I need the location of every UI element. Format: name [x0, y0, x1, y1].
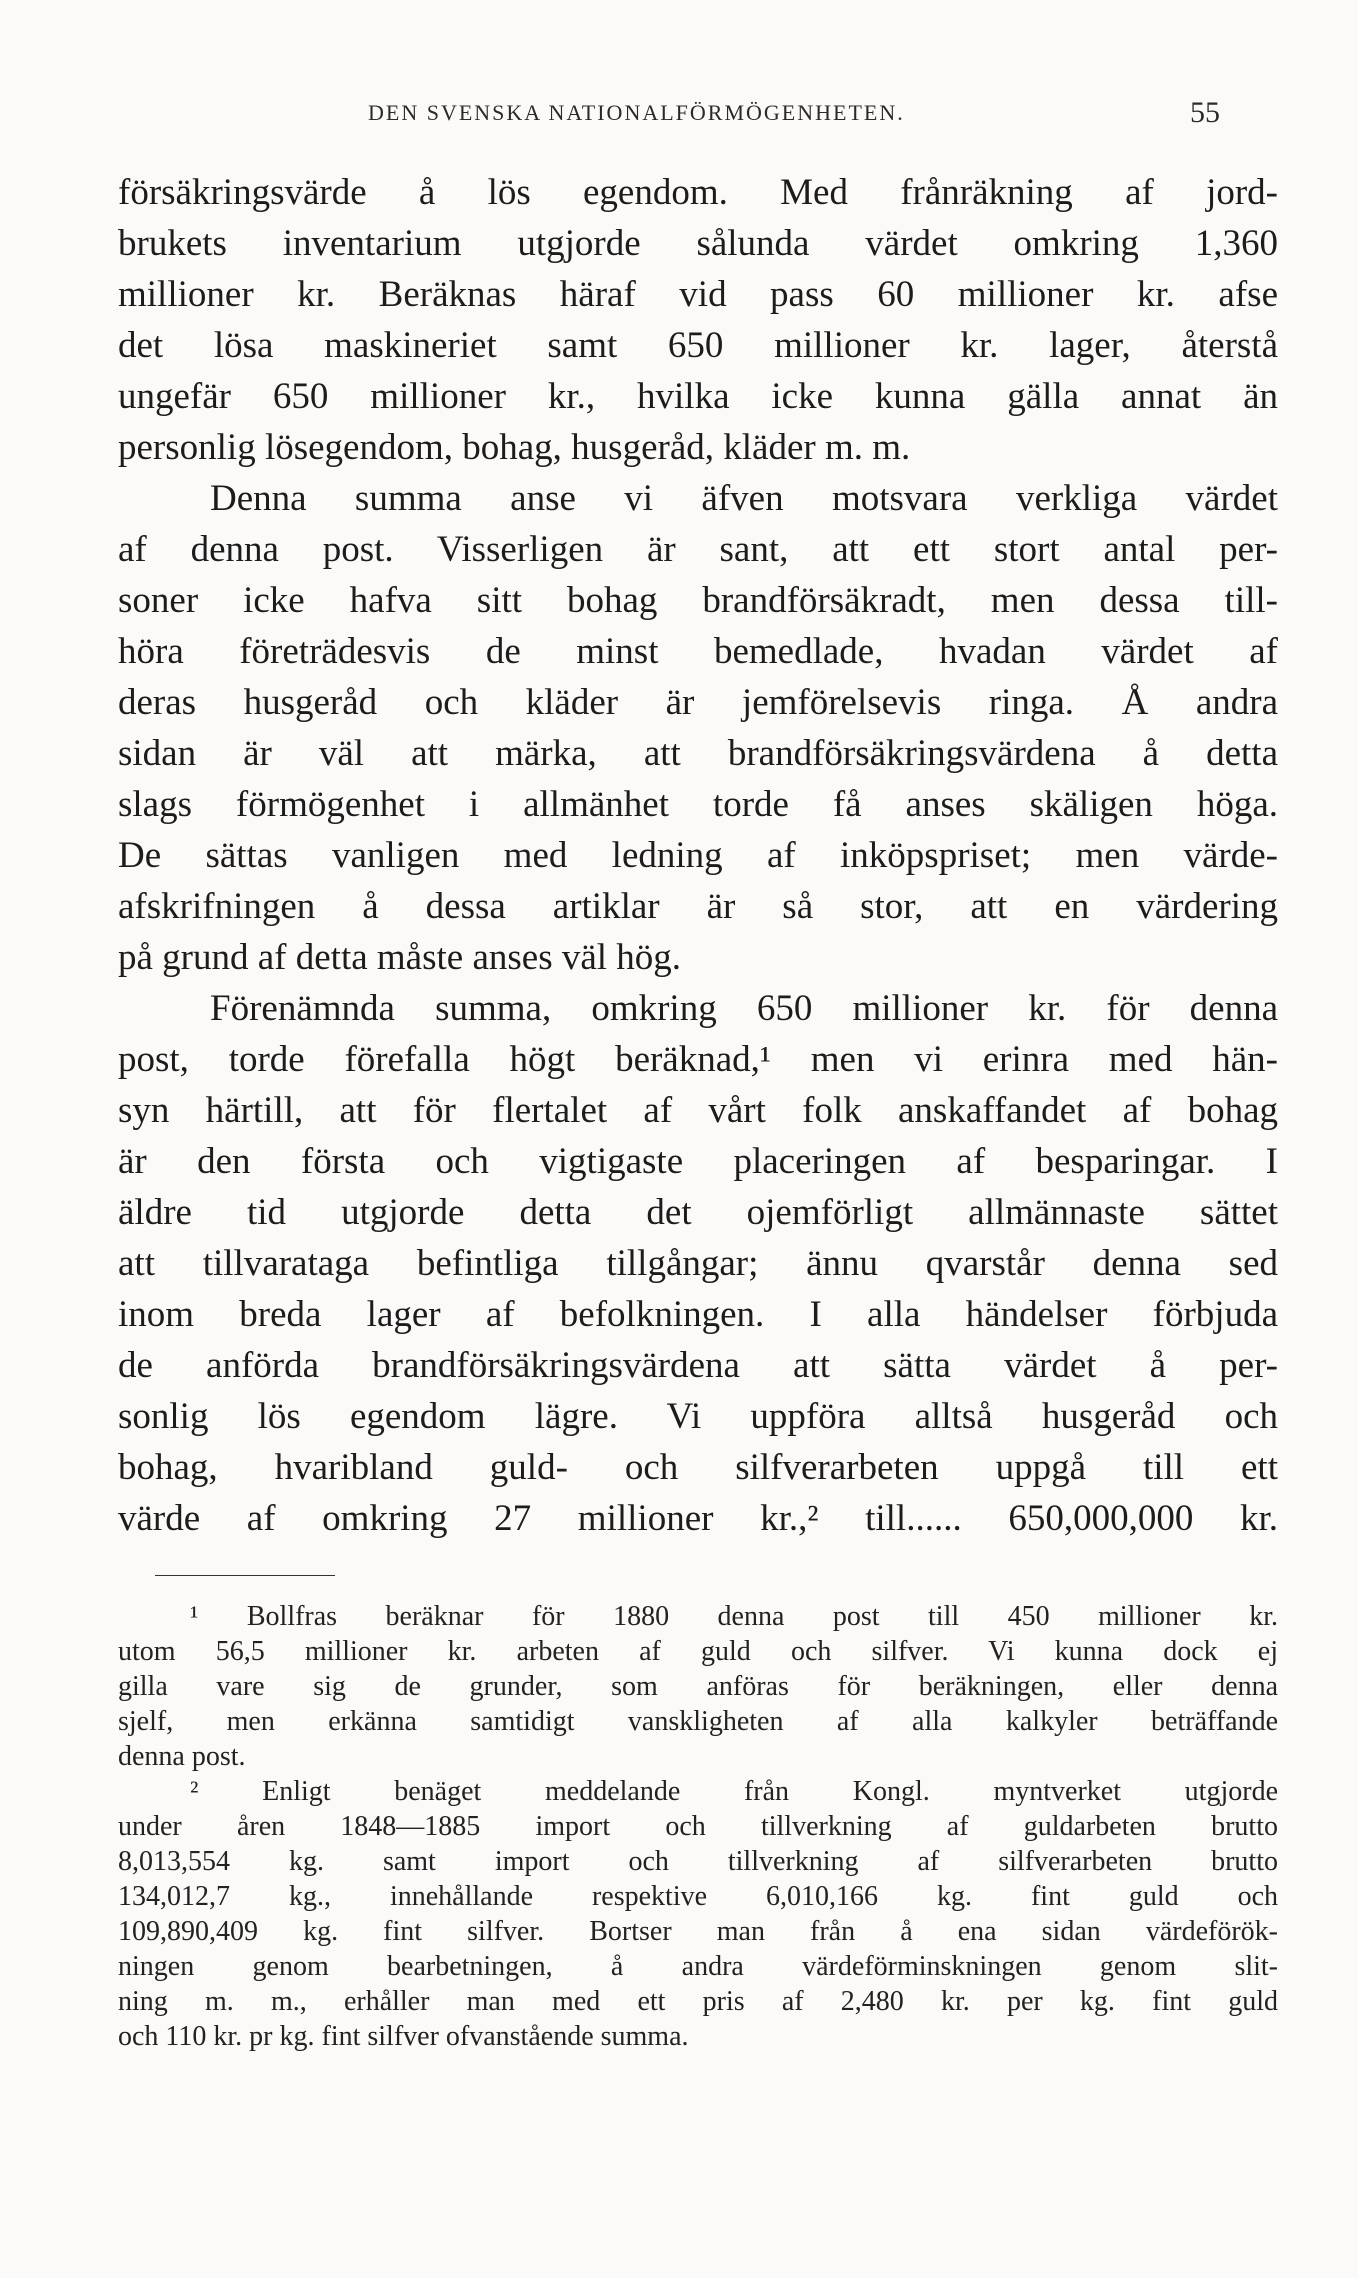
- body-line: bohag, hvaribland guld- och silfverarbeten uppgå till ett: [118, 1447, 1278, 1488]
- body-line: millioner kr. Beräknas häraf vid pass 60 millioner kr. afse: [118, 274, 1278, 315]
- body-line: sonlig lös egendom lägre. Vi uppföra alltså husgeråd och: [118, 1396, 1278, 1437]
- footnote-line: ningen genom bearbetningen, å andra värdeförminskningen genom slit-: [118, 1951, 1278, 1982]
- body-line: soner icke hafva sitt bohag brandförsäkradt, men dessa till-: [118, 580, 1278, 621]
- footnote-line: 134,012,7 kg., innehållande respektive 6,010,166 kg. fint guld och: [118, 1881, 1278, 1912]
- footnote-line: ning m. m., erhåller man med ett pris af 2,480 kr. per kg. fint guld: [118, 1986, 1278, 2017]
- body-line: De sättas vanligen med ledning af inköpspriset; men värde-: [118, 835, 1278, 876]
- page-number: 55: [1190, 96, 1220, 129]
- body-line: är den första och vigtigaste placeringen af besparingar. I: [118, 1141, 1278, 1182]
- body-line: Förenämnda summa, omkring 650 millioner kr. för denna: [210, 988, 1278, 1029]
- body-line: att tillvarataga befintliga tillgångar; ännu qvarstår denna sed: [118, 1243, 1278, 1284]
- body-line: syn härtill, att för flertalet af vårt folk anskaffandet af bohag: [118, 1090, 1278, 1131]
- footnote-line: sjelf, men erkänna samtidigt vanskligheten af alla kalkyler beträffande: [118, 1706, 1278, 1737]
- footnote-line: ² Enligt benäget meddelande från Kongl. myntverket utgjorde: [190, 1776, 1278, 1807]
- footnote-line: denna post.: [118, 1741, 246, 1772]
- body-line: Denna summa anse vi äfven motsvara verkliga värdet: [210, 478, 1278, 519]
- body-line: deras husgeråd och kläder är jemförelsevis ringa. Å andra: [118, 682, 1278, 723]
- body-line: brukets inventarium utgjorde sålunda värdet omkring 1,360: [118, 223, 1278, 264]
- body-line: försäkringsvärde å lös egendom. Med frånräkning af jord-: [118, 172, 1278, 213]
- footnote-line: och 110 kr. pr kg. fint silfver ofvanstående summa.: [118, 2021, 689, 2052]
- footnote-line: 8,013,554 kg. samt import och tillverkning af silfverarbeten brutto: [118, 1846, 1278, 1877]
- footnote-line: under åren 1848—1885 import och tillverkning af guldarbeten brutto: [118, 1811, 1278, 1842]
- body-line: personlig lösegendom, bohag, husgeråd, kläder m. m.: [118, 427, 911, 468]
- body-line: inom breda lager af befolkningen. I alla händelser förbjuda: [118, 1294, 1278, 1335]
- body-line: det lösa maskineriet samt 650 millioner kr. lager, återstå: [118, 325, 1278, 366]
- body-line: afskrifningen å dessa artiklar är så stor, att en värdering: [118, 886, 1278, 927]
- footnote-line: utom 56,5 millioner kr. arbeten af guld och silfver. Vi kunna dock ej: [118, 1636, 1278, 1667]
- body-line: höra företrädesvis de minst bemedlade, hvadan värdet af: [118, 631, 1278, 672]
- body-line: af denna post. Visserligen är sant, att ett stort antal per-: [118, 529, 1278, 570]
- footnote-line: ¹ Bollfras beräknar för 1880 denna post till 450 millioner kr.: [190, 1601, 1278, 1632]
- footnote-line: 109,890,409 kg. fint silfver. Bortser man från å ena sidan värdeförök-: [118, 1916, 1278, 1947]
- body-line: sidan är väl att märka, att brandförsäkringsvärdena å detta: [118, 733, 1278, 774]
- body-line: post, torde förefalla högt beräknad,¹ men vi erinra med hän-: [118, 1039, 1278, 1080]
- body-line: ungefär 650 millioner kr., hvilka icke kunna gälla annat än: [118, 376, 1278, 417]
- footnote-line: gilla vare sig de grunder, som anföras för beräkningen, eller denna: [118, 1671, 1278, 1702]
- running-head: DEN SVENSKA NATIONALFÖRMÖGENHETEN.: [368, 100, 905, 125]
- body-line: på grund af detta måste anses väl hög.: [118, 937, 682, 978]
- body-line: äldre tid utgjorde detta det ojemförligt allmännaste sättet: [118, 1192, 1278, 1233]
- body-line: slags förmögenhet i allmänhet torde få anses skäligen höga.: [118, 784, 1278, 825]
- footnote-divider: [155, 1575, 335, 1576]
- body-line: de anförda brandförsäkringsvärdena att sätta värdet å per-: [118, 1345, 1278, 1386]
- body-line: värde af omkring 27 millioner kr.,² till...... 650,000,000 kr.: [118, 1498, 1278, 1539]
